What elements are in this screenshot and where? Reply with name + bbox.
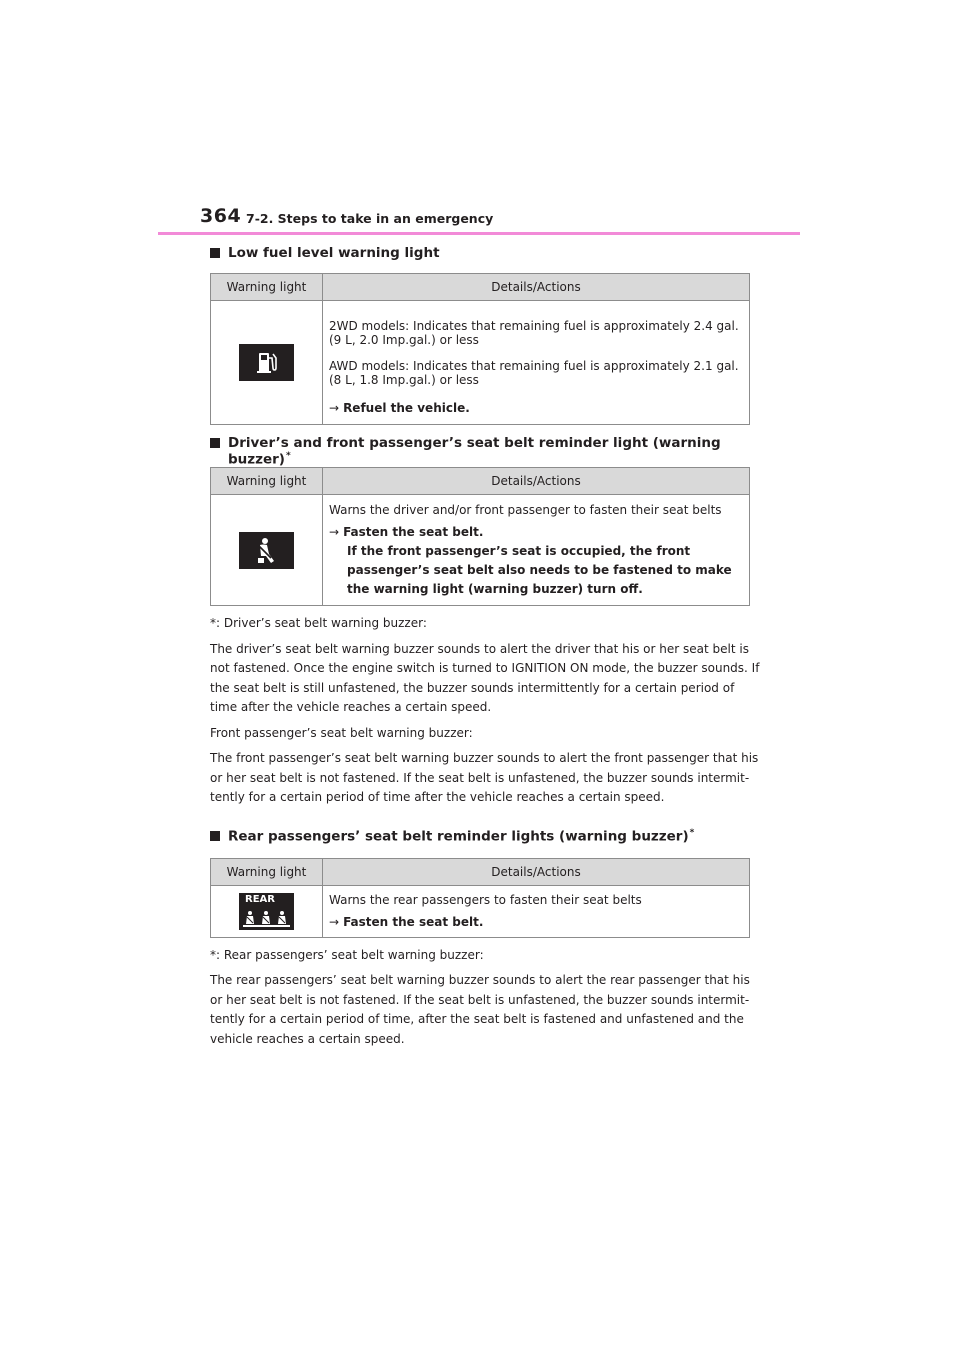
icon-cell: [211, 301, 323, 425]
square-bullet-icon: [210, 438, 220, 448]
col-warning-light: Warning light: [211, 274, 323, 301]
section-title-low-fuel: Low fuel level warning light: [210, 245, 760, 265]
arrow-icon: →: [329, 401, 340, 415]
arrow-icon: →: [329, 525, 340, 539]
seatbelt-icon: [239, 532, 294, 569]
page-content: [210, 242, 760, 1049]
low-fuel-table: [210, 273, 750, 425]
col-warning-light: Warning light: [211, 858, 323, 885]
table-header-row: [211, 274, 750, 301]
square-bullet-icon: [210, 831, 220, 841]
col-details-actions: Details/Actions: [323, 468, 750, 495]
table-row: [211, 885, 750, 937]
col-details-actions: Details/Actions: [323, 274, 750, 301]
rear-seatbelt-icon: REAR: [239, 893, 294, 930]
details-cell: 2WD models: Indicates that remaining fuel is approximately 2.4 gal. (9 L, 2.0 Imp.gal.) or less AWD models: Indicates that remaining fuel is approximately 2.1 gal. (8 L, 1.8 Imp.gal.) or less → Refuel the vehicle.: [323, 301, 750, 425]
square-bullet-icon: [210, 248, 220, 258]
details-cell: Warns the rear passengers to fasten their seat belts → Fasten the seat belt.: [323, 885, 750, 937]
section-title-rear-seatbelt: Rear passengers’ seat belt reminder lights (warning buzzer)*: [210, 828, 760, 848]
table-row: [211, 301, 750, 425]
rear-seatbelt-table: [210, 858, 750, 938]
front-seatbelt-table: [210, 467, 750, 606]
icon-cell: [211, 495, 323, 606]
table-row: [211, 495, 750, 606]
arrow-icon: →: [329, 914, 340, 929]
page-number: 364: [200, 205, 242, 227]
table-header-row: [211, 858, 750, 885]
chapter-title: 7-2. Steps to take in an emergency: [246, 211, 494, 226]
col-details-actions: Details/Actions: [323, 858, 750, 885]
table-header-row: [211, 468, 750, 495]
rear-seatbelt-notes: *: Rear passengers’ seat belt warning buzzer: The rear passengers’ seat belt warning buzzer sounds to alert the rear passenger that his or her seat belt is not fastened. If the seat belt is unfastened, the buzzer sounds intermit- tently for a certain period of time, after the seat belt is fastened and unfastened and the vehicle reaches a certain speed.: [210, 947, 750, 1046]
front-seatbelt-notes: *: Driver’s seat belt warning buzzer: The driver’s seat belt warning buzzer sounds to alert the driver that his or her seat belt is not fastened. Once the engine switch is turned to IGNITION ON mode, the buzzer sounds. If the seat belt is still unfastened, the buzzer sounds intermittently for a certain period of time after the vehicle reaches a certain speed. Front passenger’s seat belt warning buzzer: The front passenger’s seat belt warning buzzer sounds to alert the front passenger that his or her seat belt is not fastened. If the seat belt is unfastened, the buzzer sounds intermit- tently for a certain period of time after the vehicle reaches a certain speed.: [210, 616, 760, 804]
fuel-pump-icon: [239, 344, 294, 381]
page-header: [200, 205, 800, 235]
col-warning-light: Warning light: [211, 468, 323, 495]
details-cell: Warns the driver and/or front passenger to fasten their seat belts → Fasten the seat belt. If the front passenger’s seat is occupied, the front passenger’s seat belt also needs to be fastened to make the warning light (warning buzzer) turn off.: [323, 495, 750, 606]
section-title-front-seatbelt: Driver’s and front passenger’s seat belt reminder light (warning buzzer)*: [210, 435, 760, 455]
icon-cell: [211, 885, 323, 937]
header-rule: [158, 232, 800, 235]
